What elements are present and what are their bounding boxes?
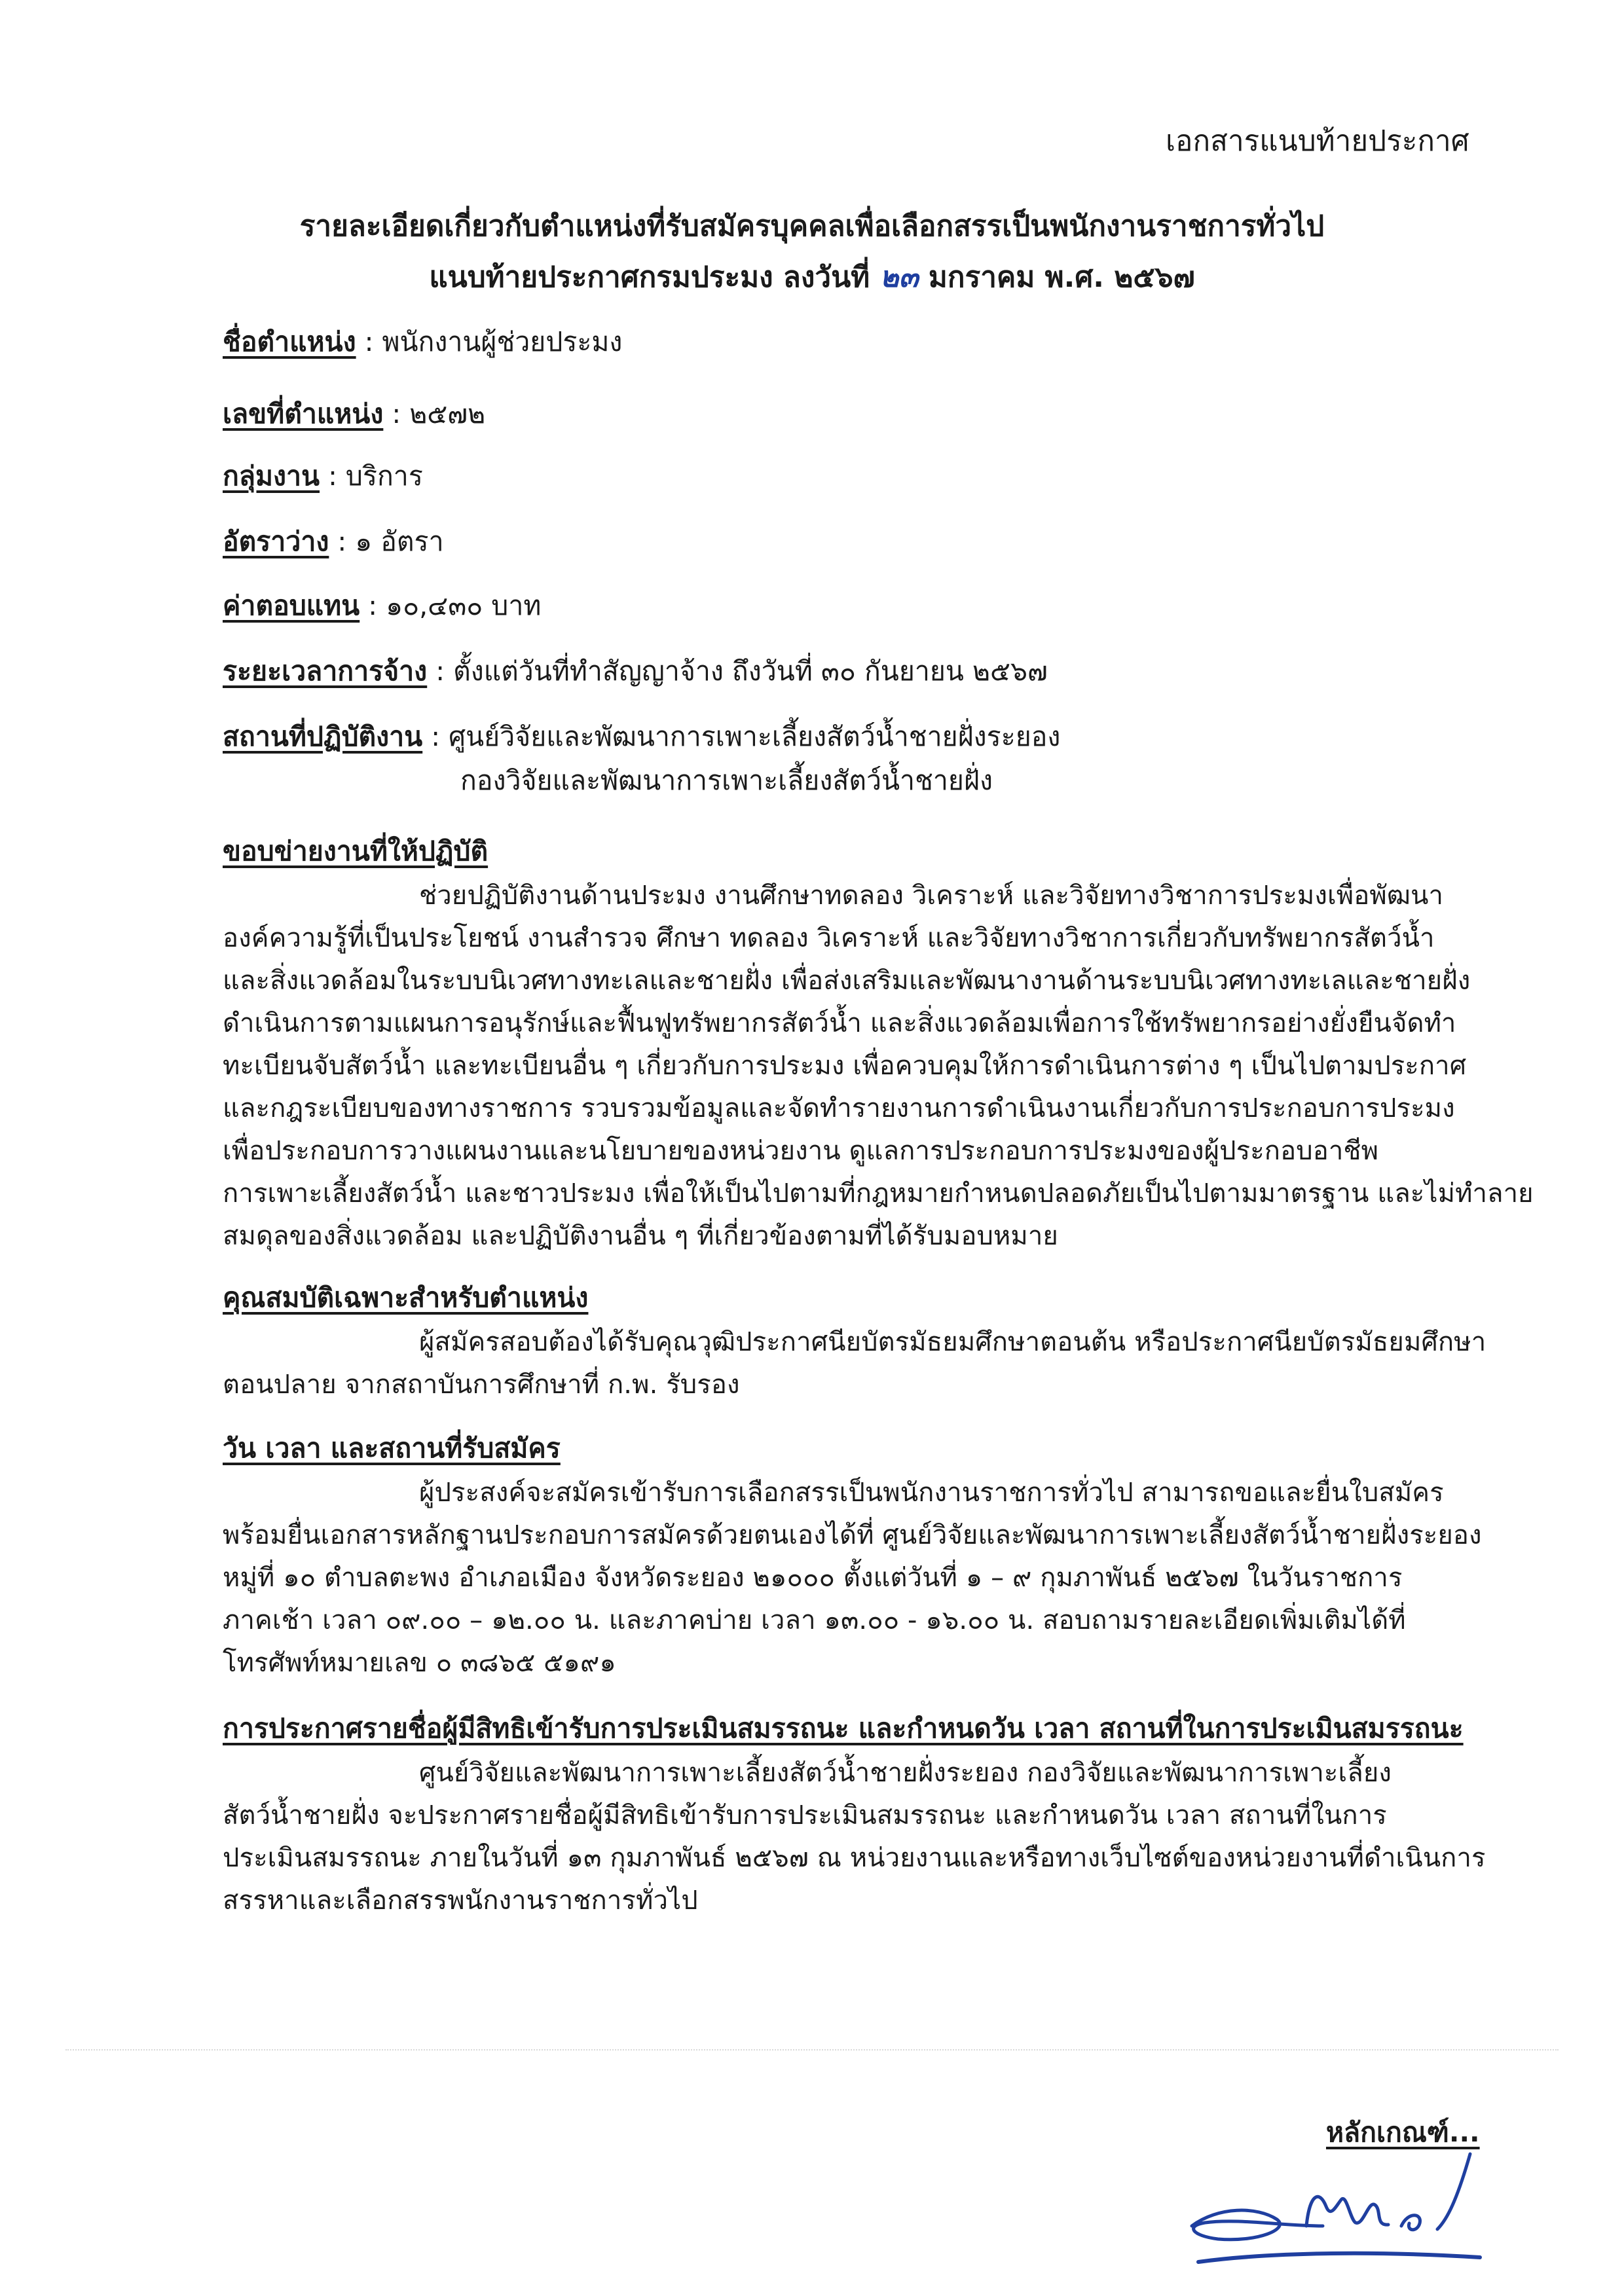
paragraph-line: ศูนย์วิจัยและพัฒนาการเพาะเลี้ยงสัตว์น้ำชายฝั่งระยอง กองวิจัยและพัฒนาการเพาะเลี้ยง bbox=[419, 1758, 1392, 1788]
field-label: ค่าตอบแทน bbox=[223, 590, 360, 621]
field-value: : ตั้งแต่วันที่ทำสัญญาจ้าง ถึงวันที่ ๓๐ กันยายน ๒๕๖๗ bbox=[427, 655, 1048, 687]
section-heading-scope: ขอบข่ายงานที่ให้ปฏิบัติ bbox=[223, 835, 489, 867]
paragraph-line: หมู่ที่ ๑๐ ตำบลตะพง อำเภอเมือง จังหวัดระยอง ๒๑๐๐๐ ตั้งแต่วันที่ ๑ – ๙ กุมภาพันธ์ ๒๕๖๗ ในวันราชการ bbox=[223, 1563, 1403, 1593]
handwritten-signature-icon bbox=[1179, 2128, 1493, 2278]
section-heading-application: วัน เวลา และสถานที่รับสมัคร bbox=[223, 1432, 561, 1464]
paragraph-line: สัตว์น้ำชายฝั่ง จะประกาศรายชื่อผู้มีสิทธิเข้ารับการประเมินสมรรถนะ และกำหนดวัน เวลา สถานที่ในการ bbox=[223, 1800, 1387, 1831]
paragraph-line: โทรศัพท์หมายเลข ๐ ๓๘๖๕ ๕๑๙๑ bbox=[223, 1648, 616, 1678]
paragraph-line: ภาคเช้า เวลา ๐๙.๐๐ – ๑๒.๐๐ น. และภาคบ่าย เวลา ๑๓.๐๐ - ๑๖.๐๐ น. สอบถามรายละเอียดเพิ่มเติมได้ที่ bbox=[223, 1605, 1406, 1635]
paragraph-line: ประเมินสมรรถนะ ภายในวันที่ ๑๓ กุมภาพันธ์ ๒๕๖๗ ณ หน่วยงานและหรือทางเว็บไซต์ของหน่วยงานที่ดำเนินการ bbox=[223, 1843, 1486, 1873]
section-heading-announcement: การประกาศรายชื่อผู้มีสิทธิเข้ารับการประเมินสมรรถนะ และกำหนดวัน เวลา สถานที่ในการประเมินสมรรถนะ bbox=[223, 1713, 1464, 1744]
paragraph-line: และสิ่งแวดล้อมในระบบนิเวศทางทะเลและชายฝั่ง เพื่อส่งเสริมและพัฒนางานด้านระบบนิเวศทางทะเลและชายฝั่ง bbox=[223, 966, 1471, 996]
field-label: สถานที่ปฏิบัติงาน bbox=[223, 721, 423, 752]
document-title-line2 bbox=[0, 254, 1624, 300]
field-label: อัตราว่าง bbox=[223, 526, 329, 557]
paragraph-line: สรรหาและเลือกสรรพนักงานราชการทั่วไป bbox=[223, 1886, 698, 1916]
field-label: ชื่อตำแหน่ง bbox=[223, 326, 356, 357]
scan-artifact-divider bbox=[65, 2049, 1559, 2050]
continued-next-page: หลักเกณฑ์... bbox=[1326, 2117, 1480, 2148]
field-position-number bbox=[223, 393, 485, 435]
document-title-line1: รายละเอียดเกี่ยวกับตำแหน่งที่รับสมัครบุคคลเพื่อเลือกสรรเป็นพนักงานราชการทั่วไป bbox=[299, 210, 1325, 243]
title-prefix: แนบท้ายประกาศกรมประมง ลงวันที่ bbox=[429, 261, 870, 294]
field-salary bbox=[223, 585, 541, 627]
paragraph-line: ช่วยปฏิบัติงานด้านประมง งานศึกษาทดลอง วิเคราะห์ และวิจัยทางวิชาการประมงเพื่อพัฒนา bbox=[419, 881, 1444, 911]
section-heading-qualifications: คุณสมบัติเฉพาะสำหรับตำแหน่ง bbox=[223, 1282, 589, 1313]
field-label: เลขที่ตำแหน่ง bbox=[223, 398, 384, 429]
field-value: : ศูนย์วิจัยและพัฒนาการเพาะเลี้ยงสัตว์น้ำชายฝั่งระยอง bbox=[422, 721, 1061, 752]
field-label: ระยะเวลาการจ้าง bbox=[223, 655, 428, 687]
paragraph-line: ผู้สมัครสอบต้องได้รับคุณวุฒิประกาศนียบัตรมัธยมศึกษาตอนต้น หรือประกาศนียบัตรมัธยมศึกษา bbox=[419, 1327, 1486, 1357]
field-value: : ๑๐,๔๓๐ บาท bbox=[360, 590, 542, 621]
title-suffix: มกราคม พ.ศ. ๒๕๖๗ bbox=[928, 261, 1195, 294]
field-value: : พนักงานผู้ช่วยประมง bbox=[356, 326, 623, 357]
field-workplace-line2: กองวิจัยและพัฒนาการเพาะเลี้ยงสัตว์น้ำชายฝั่ง bbox=[460, 765, 993, 796]
paragraph-line: พร้อมยื่นเอกสารหลักฐานประกอบการสมัครด้วยตนเองได้ที่ ศูนย์วิจัยและพัฒนาการเพาะเลี้ยงสัตว์น้ำชายฝั่งระยอง bbox=[223, 1520, 1482, 1550]
field-workplace bbox=[223, 716, 1060, 758]
field-position-name bbox=[223, 321, 622, 363]
field-value: : ๑ อัตรา bbox=[329, 526, 444, 557]
paragraph-line: ดำเนินการตามแผนการอนุรักษ์และฟื้นฟูทรัพยากรสัตว์น้ำ และสิ่งแวดล้อมเพื่อการใช้ทรัพยากรอย่างยั่งยืนจัดทำ bbox=[223, 1008, 1456, 1038]
paragraph-line: เพื่อประกอบการวางแผนงานและนโยบายของหน่วยงาน ดูแลการประกอบการประมงของผู้ประกอบอาชีพ bbox=[223, 1136, 1379, 1166]
field-work-group bbox=[223, 455, 423, 498]
paragraph-line: และกฎระเบียบของทางราชการ รวบรวมข้อมูลและจัดทำรายงานการดำเนินงานเกี่ยวกับการประกอบการประมง bbox=[223, 1093, 1455, 1123]
header-note: เอกสารแนบท้ายประกาศ bbox=[1166, 124, 1469, 158]
paragraph-line: ตอนปลาย จากสถาบันการศึกษาที่ ก.พ. รับรอง bbox=[223, 1370, 740, 1400]
paragraph-line: องค์ความรู้ที่เป็นประโยชน์ งานสำรวจ ศึกษา ทดลอง วิเคราะห์ และวิจัยทางวิชาการเกี่ยวกับทรัพยากรสัตว์น้ำ bbox=[223, 923, 1435, 953]
paragraph-line: ทะเบียนจับสัตว์น้ำ และทะเบียนอื่น ๆ เกี่ยวกับการประมง เพื่อควบคุมให้การดำเนินการต่าง ๆ เป็นไปตามประกาศ bbox=[223, 1051, 1467, 1081]
field-employment-period bbox=[223, 650, 1048, 693]
paragraph-line: การเพาะเลี้ยงสัตว์น้ำ และชาวประมง เพื่อให้เป็นไปตามที่กฎหมายกำหนดปลอดภัยเป็นไปตามมาตรฐาน และไม่ทำลาย bbox=[223, 1178, 1534, 1209]
field-label: กลุ่มงาน bbox=[223, 460, 320, 492]
paragraph-line: สมดุลของสิ่งแวดล้อม และปฏิบัติงานอื่น ๆ ที่เกี่ยวข้องตามที่ได้รับมอบหมาย bbox=[223, 1221, 1058, 1251]
paragraph-line: ผู้ประสงค์จะสมัครเข้ารับการเลือกสรรเป็นพนักงานราชการทั่วไป สามารถขอและยื่นใบสมัคร bbox=[419, 1478, 1444, 1508]
field-value: : บริการ bbox=[320, 460, 423, 492]
field-value: : ๒๕๗๒ bbox=[383, 398, 486, 429]
field-vacancy bbox=[223, 520, 444, 563]
title-handwritten-day: ๒๓ bbox=[879, 261, 919, 294]
